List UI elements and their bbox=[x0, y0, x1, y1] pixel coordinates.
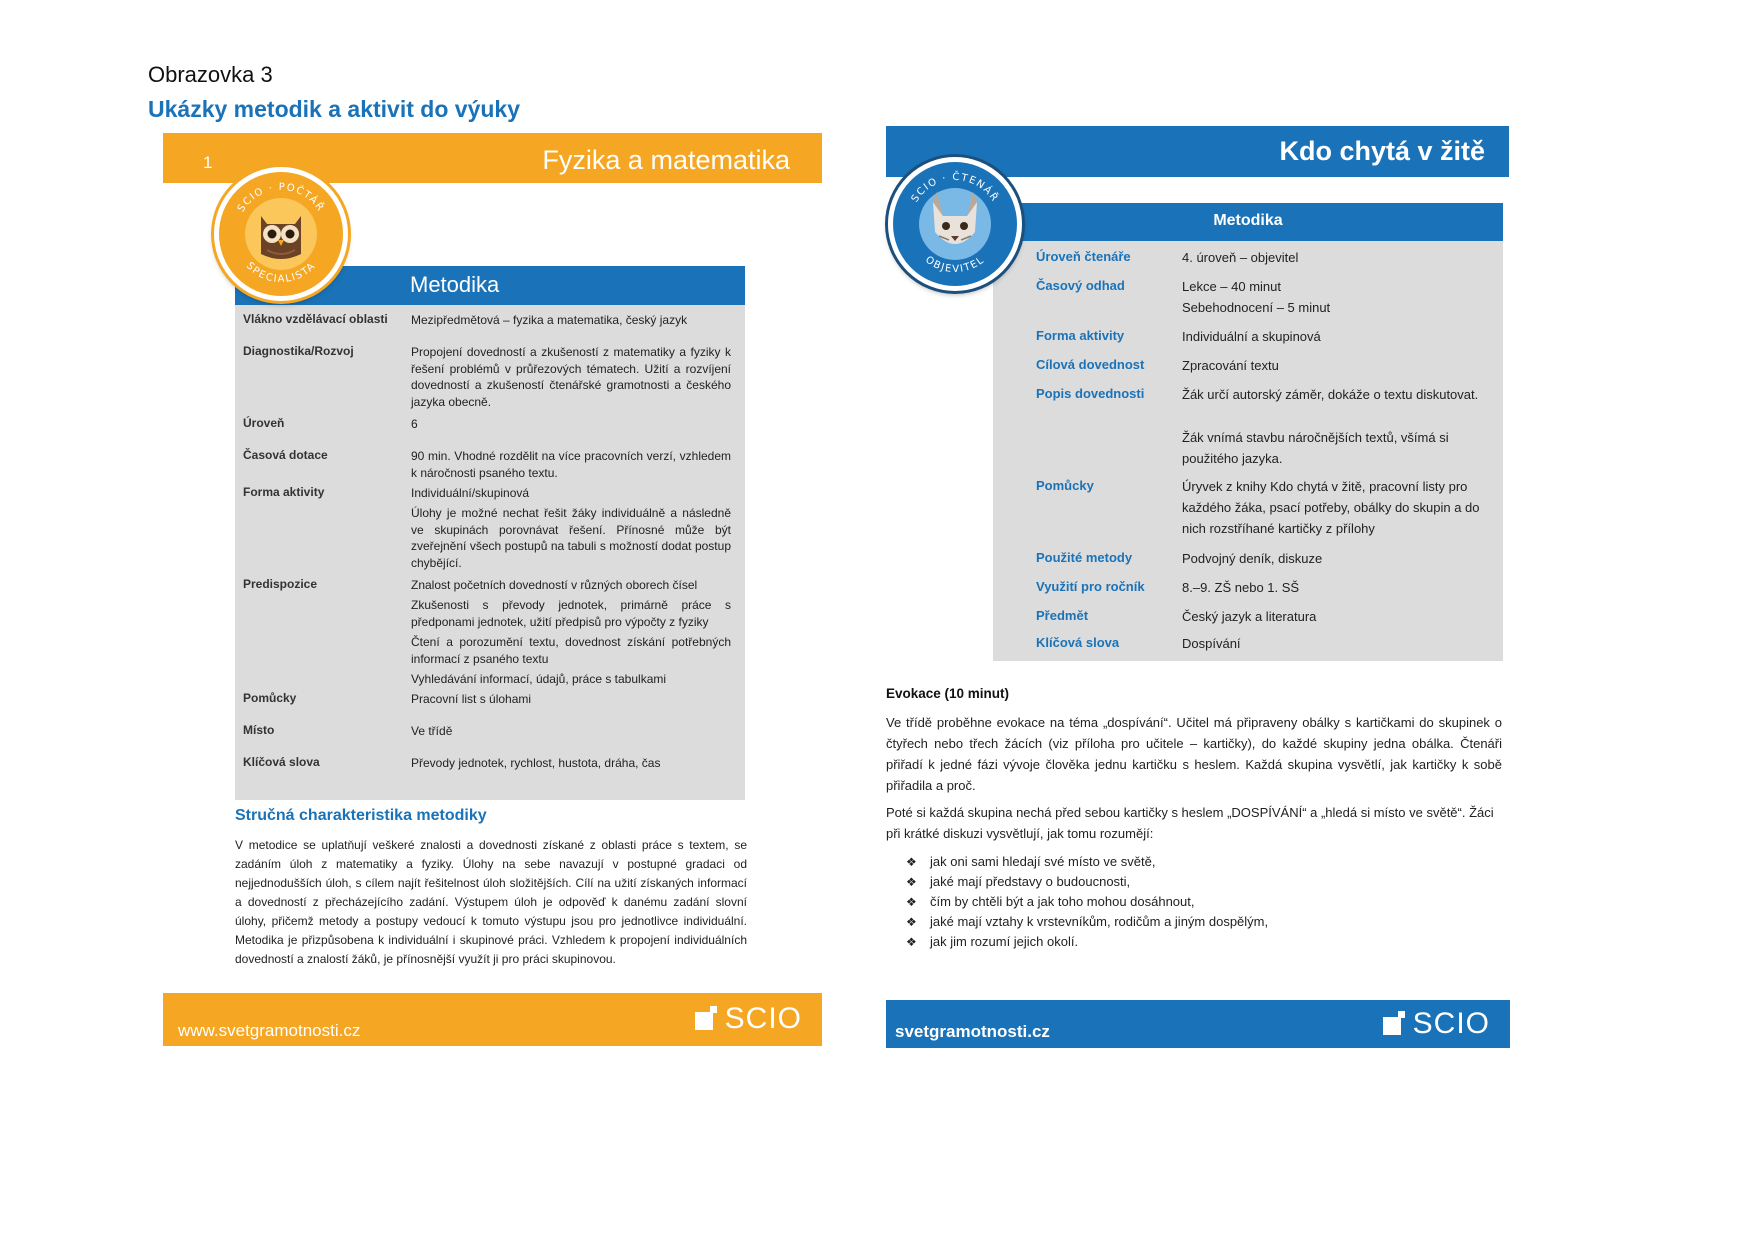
table-row-value: Čtení a porozumění textu, dovednost získání potřebných informací z psaného textu bbox=[411, 635, 731, 666]
list-item bbox=[906, 932, 1506, 952]
table-row-value: Dospívání bbox=[1182, 636, 1241, 651]
table-row-value: Znalost početních dovedností v různých oborech čísel bbox=[411, 578, 698, 592]
right-card-footer bbox=[886, 1000, 1510, 1048]
table-row-value: Úryvek z knihy Kdo chytá v žitě, pracovní listy pro každého žáka, psací potřeby, obálky do skupin a do nich rozstříhané kartičky z přílohy bbox=[1182, 479, 1480, 536]
scio-logo-text: SCIO bbox=[724, 1002, 802, 1035]
table-row-label: Popis dovednosti bbox=[1036, 386, 1145, 401]
scio-logo-text: SCIO bbox=[1412, 1007, 1490, 1040]
table-row-value: Zpracování textu bbox=[1182, 358, 1279, 373]
table-row-value: 4. úroveň – objevitel bbox=[1182, 250, 1299, 265]
table-row-label: Časová dotace bbox=[243, 448, 328, 462]
table-row-label: Cílová dovednost bbox=[1036, 357, 1145, 372]
list-item bbox=[906, 892, 1506, 912]
table-row-value: Úlohy je možné nechat řešit žáky individuálně a následně ve skupinách porovnávat řešení. Přínosné může být zveřejnění všech postupů na tabuli s možností dodat postup chybějící. bbox=[411, 506, 731, 570]
owl-badge-bottom-text: SPECIALISTA bbox=[243, 260, 319, 286]
left-footer-url: www.svetgramotnosti.cz bbox=[178, 1021, 361, 1040]
table-row-label: Předmět bbox=[1036, 608, 1089, 623]
table-row-label: Klíčová slova bbox=[1036, 635, 1120, 650]
right-metodika-table bbox=[993, 241, 1503, 661]
table-row-value: 8.–9. ZŠ nebo 1. SŠ bbox=[1182, 580, 1300, 595]
table-row-value: Vyhledávání informací, údajů, práce s tabulkami bbox=[411, 672, 667, 686]
table-row-value: Převody jednotek, rychlost, hustota, dráha, čas bbox=[411, 756, 661, 770]
table-row-value: Mezipředmětová – fyzika a matematika, český jazyk bbox=[411, 313, 688, 327]
left-card-footer bbox=[163, 993, 822, 1046]
table-row-value: Žák vnímá stavbu náročnějších textů, všímá si použitého jazyka. bbox=[1182, 430, 1449, 466]
lynx-badge-top-text: SCIO · ČTENÁŘ bbox=[909, 171, 1001, 205]
table-row-label: Pomůcky bbox=[1036, 478, 1094, 493]
table-row-label: Forma aktivity bbox=[243, 485, 325, 499]
table-row-label: Predispozice bbox=[243, 577, 318, 591]
table-row-value: 90 min. Vhodné rozdělit na více pracovních verzí, vzhledem k náročnosti psaného textu. bbox=[411, 449, 731, 480]
table-row-value: Český jazyk a literatura bbox=[1182, 609, 1317, 624]
list-item-text: jaké mají představy o budoucnosti, bbox=[930, 874, 1131, 889]
diamond-bullet-icon: ❖ bbox=[906, 915, 917, 929]
scio-logo-icon bbox=[695, 1003, 802, 1035]
evocation-paragraph-2: Poté si každá skupina nechá před sebou kartičky s heslem „DOSPÍVÁNÍ“ a „hledá si místo ve světě“. Žáci při krátké diskuzi vysvětlují, jak tomu rozumějí: bbox=[886, 805, 1494, 841]
scio-logo-icon bbox=[1383, 1008, 1490, 1040]
diamond-bullet-icon: ❖ bbox=[906, 935, 917, 949]
lynx-badge-icon bbox=[888, 157, 1022, 291]
screen-label: Obrazovka 3 bbox=[148, 62, 273, 87]
table-row-value: Ve třídě bbox=[411, 724, 453, 738]
table-row-label: Klíčová slova bbox=[243, 755, 320, 769]
table-row-value: Individuální a skupinová bbox=[1182, 329, 1321, 344]
table-row-value: Žák určí autorský záměr, dokáže o textu diskutovat. bbox=[1182, 387, 1479, 402]
list-item-text: jak oni sami hledají své místo ve světě, bbox=[930, 854, 1156, 869]
list-item bbox=[906, 912, 1506, 932]
list-item bbox=[906, 872, 1506, 892]
table-row-value: Individuální/skupinová bbox=[411, 486, 530, 500]
table-row-value: Pracovní list s úlohami bbox=[411, 692, 532, 706]
table-row-value: 6 bbox=[411, 417, 418, 431]
table-row-label: Použité metody bbox=[1036, 550, 1133, 565]
table-row-label: Pomůcky bbox=[243, 691, 297, 705]
owl-badge-icon bbox=[214, 167, 348, 301]
table-row-label: Forma aktivity bbox=[1036, 328, 1125, 343]
right-footer-url: svetgramotnosti.cz bbox=[895, 1022, 1050, 1041]
table-row-value: Lekce – 40 minut bbox=[1182, 279, 1282, 294]
table-row-value: Podvojný deník, diskuze bbox=[1182, 551, 1323, 566]
table-row-value: Propojení dovedností a zkušeností z matematiky a fyziky k řešení problémů v průřezových tématech. Užití a rozvíjení dovedností a zkušeností čtenářské gramotnosti a českého jazyka obecně. bbox=[411, 345, 731, 409]
evocation-heading: Evokace (10 minut) bbox=[886, 686, 1010, 701]
table-row-label: Vlákno vzdělávací oblasti bbox=[243, 312, 388, 326]
left-description: V metodice se uplatňují veškeré znalosti a dovednosti získané z oblasti práce s textem, se zadáním úloh z matematiky a fyziky. Úlohy na sebe navazují v postupné gradaci od nejjednodušších úloh, s cílem najít řešitelnost úloh složitějších. Cílí na užití získaných informací a dovedností z přecházejícího zadání. Výstupem úloh je odpověď k danému zadání slovní úlohy, přičemž metody a postupy vedoucí k tomuto výstupu jsou pro jednotlivce individuální. Metodika je přizpůsobena k individuální i skupinové práci. Vzhledem k propojení individuálních dovedností a znalostí žáků, je přínosnější využít ji pro práci skupinovou. bbox=[235, 838, 747, 966]
diamond-bullet-icon: ❖ bbox=[906, 855, 917, 869]
owl-badge-top-text: SCIO · POČTÁŘ bbox=[235, 181, 327, 215]
right-metodika-label: Metodika bbox=[1213, 212, 1283, 229]
diamond-bullet-icon: ❖ bbox=[906, 895, 917, 909]
list-item-text: jaké mají vztahy k vrstevníkům, rodičům a jiným dospělým, bbox=[930, 914, 1269, 929]
table-row-label: Úroveň čtenáře bbox=[1036, 249, 1131, 264]
table-row-label: Časový odhad bbox=[1036, 278, 1125, 293]
table-row-label: Využití pro ročník bbox=[1036, 579, 1145, 594]
left-metodika-table bbox=[235, 305, 745, 800]
evocation-list bbox=[906, 852, 1506, 952]
list-item-text: čím by chtěli být a jak toho mohou dosáhnout, bbox=[930, 894, 1195, 909]
page-title: Ukázky metodik a aktivit do výuky bbox=[148, 96, 520, 122]
diamond-bullet-icon: ❖ bbox=[906, 875, 917, 889]
evocation-paragraph-1: Ve třídě proběhne evokace na téma „dospívání“. Učitel má připraveny obálky s kartičkami do skupinek o čtyřech nebo třech žácích (viz příloha pro učitele – kartičky), do každé skupiny jedna obálka. Čtenáři přiřadí k jedné fázi vývoje člověka jednu kartičku s heslem. Každá skupina vysvětlí, jak kartičky k sobě přiřadila a proč. bbox=[886, 715, 1502, 793]
list-item bbox=[906, 852, 1506, 872]
right-metodika-header bbox=[993, 203, 1503, 241]
right-card-title: Kdo chytá v žitě bbox=[1279, 136, 1485, 166]
table-row-label: Místo bbox=[243, 723, 275, 737]
left-card-title: Fyzika a matematika bbox=[542, 145, 790, 175]
table-row-label: Úroveň bbox=[243, 416, 285, 430]
table-row-value: Zkušenosti s převody jednotek, primárně práce s předponami jednotek, užití předpisů pro výpočty z fyziky bbox=[411, 598, 731, 629]
table-row-label: Diagnostika/Rozvoj bbox=[243, 344, 354, 358]
left-metodika-label: Metodika bbox=[410, 272, 500, 297]
left-card-number: 1 bbox=[203, 153, 213, 172]
lynx-badge-bottom-text: OBJEVITEL bbox=[923, 254, 987, 276]
table-row-value: Sebehodnocení – 5 minut bbox=[1182, 300, 1331, 315]
left-section-heading: Stručná charakteristika metodiky bbox=[235, 807, 487, 824]
list-item-text: jak jim rozumí jejich okolí. bbox=[930, 934, 1079, 949]
